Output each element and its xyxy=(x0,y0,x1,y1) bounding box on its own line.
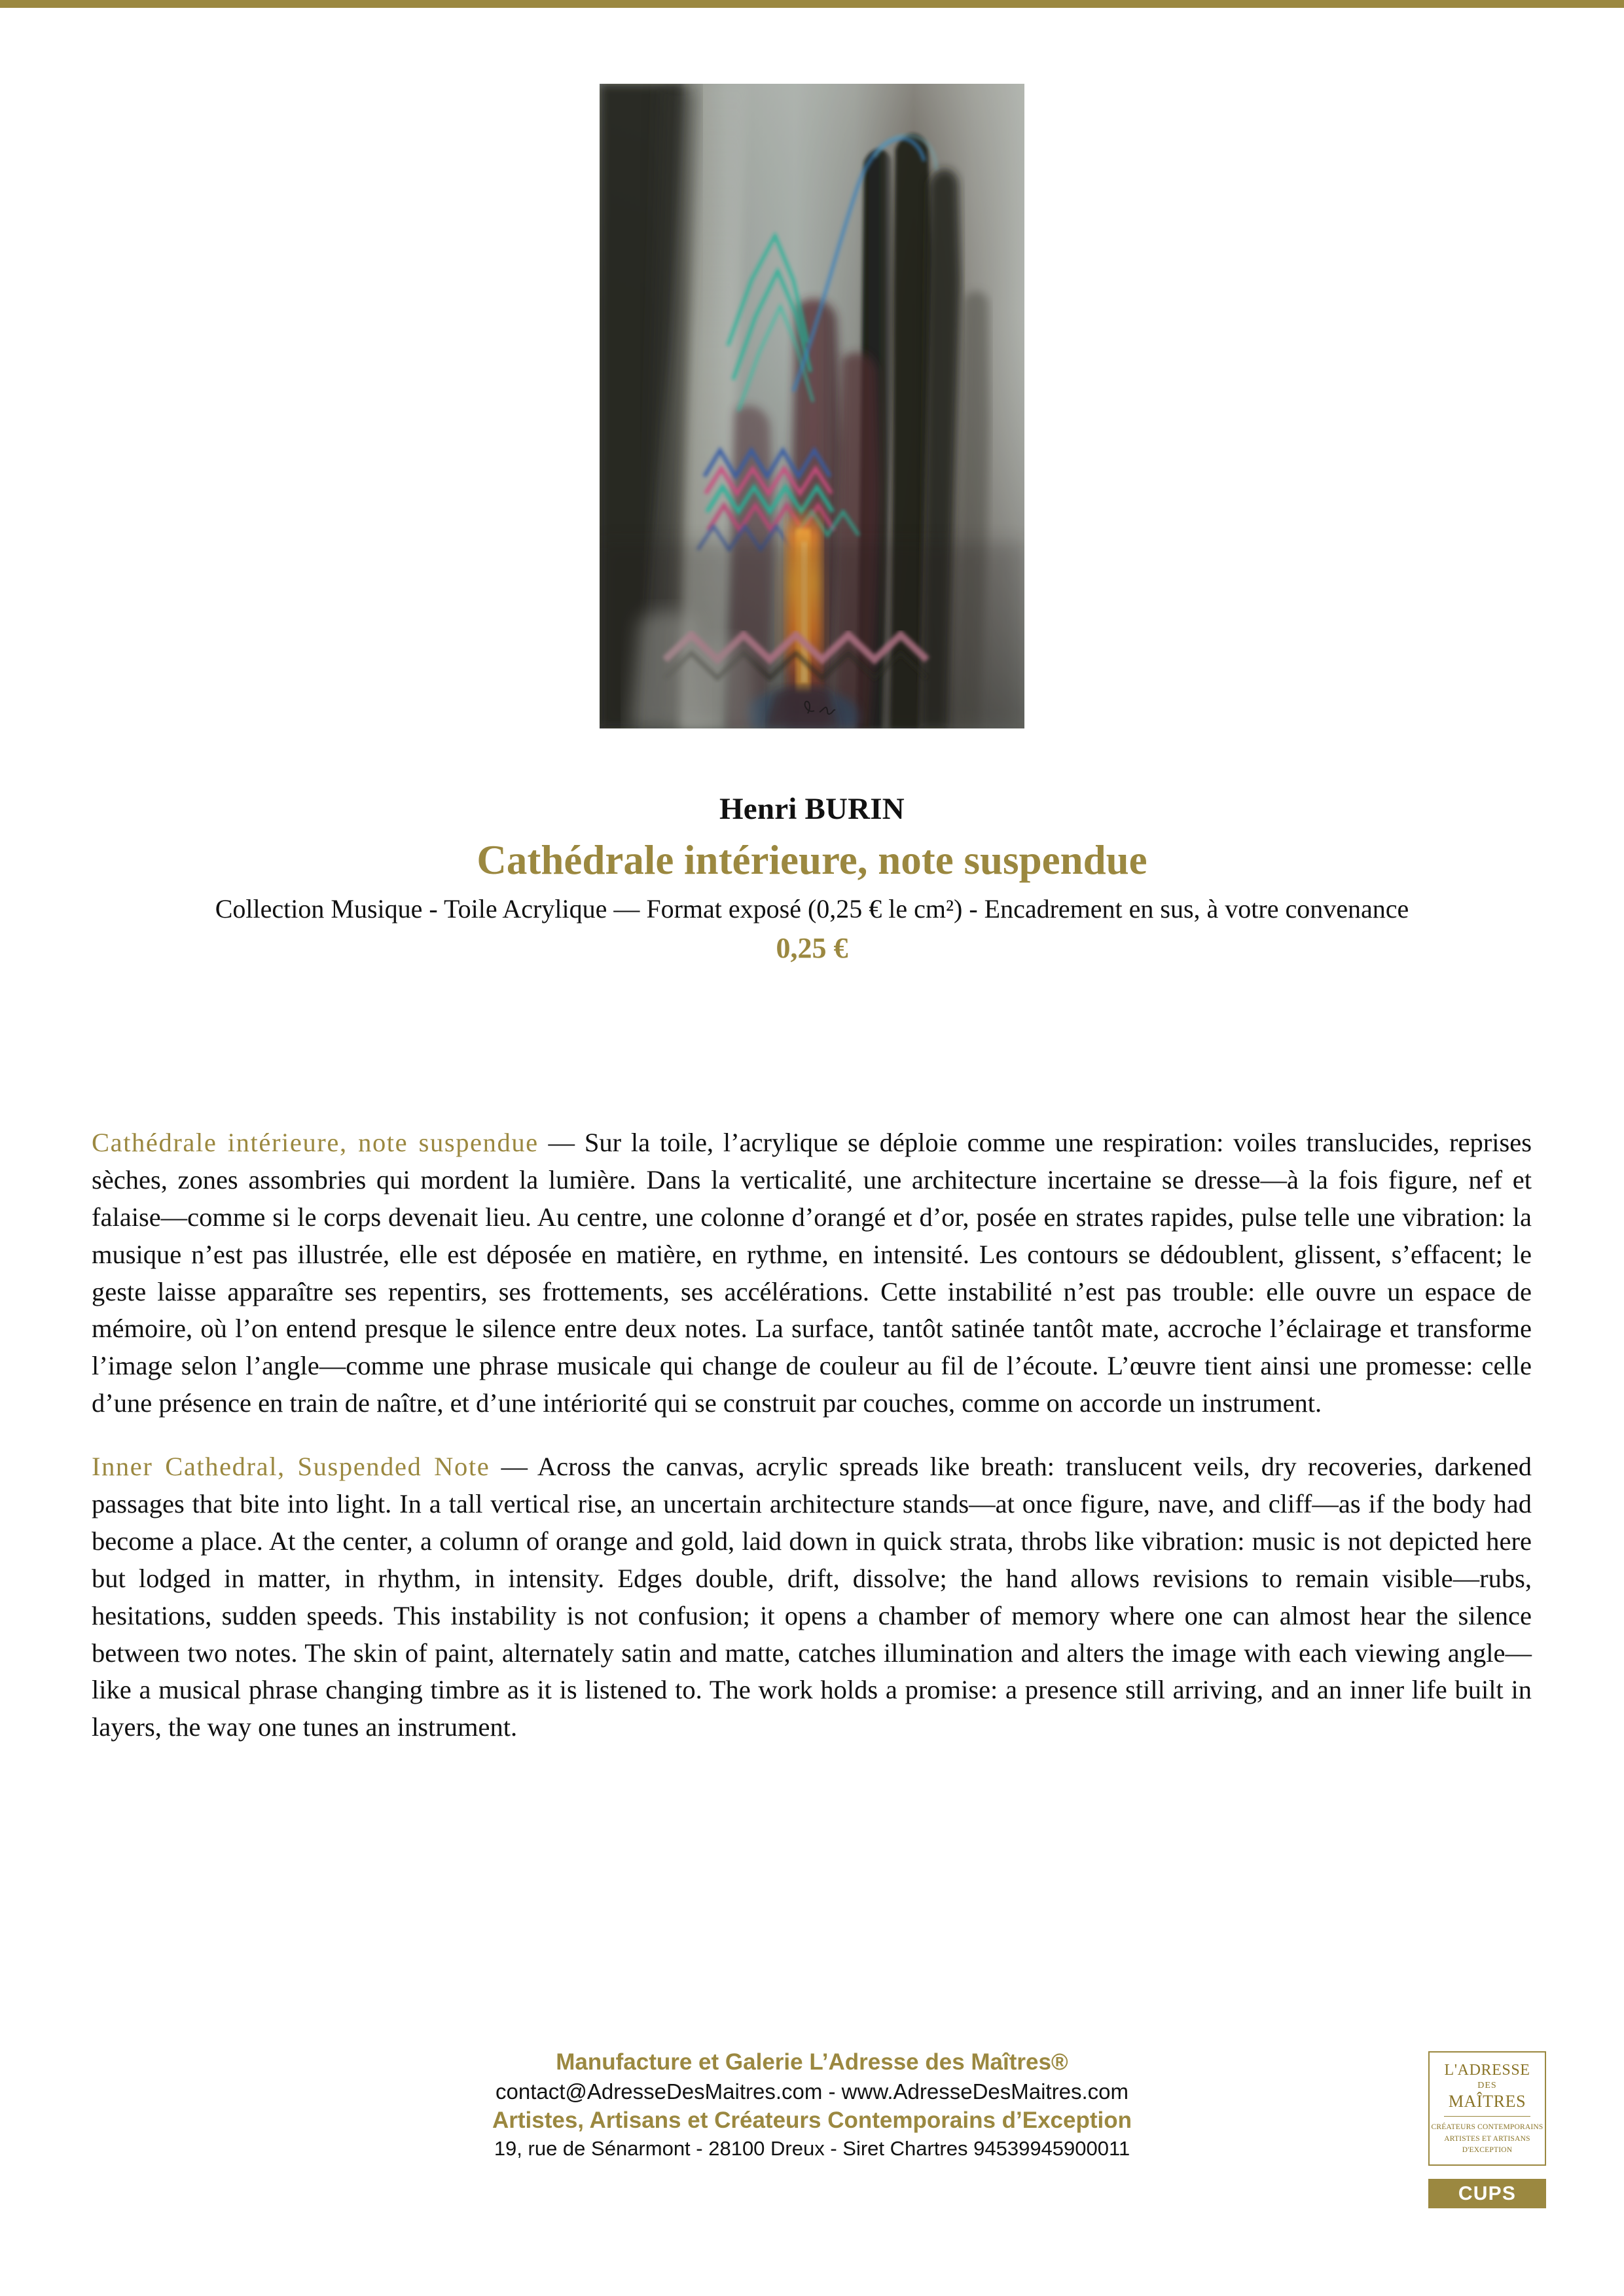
logo-box xyxy=(1428,2051,1546,2166)
description-body-fr: — Sur la toile, l’acrylique se déploie comme une respiration: voiles translucides, reprises sèches, zones assombries qui mordent la lumière. Dans la verticalité, une architecture incertaine se dresse—à la fois figure, nef et falaise—comme si le corps devenait lieu. Au centre, une colonne d’orangé et d’or, posée en strates rapides, pulse telle une vibration: la musique n’est pas illustrée, elle est déposée en matière, en rythme, en intensité. Les contours se dédoublent, glissent, s’effacent; le geste laisse apparaître ses repentirs, ses frottements, ses accélérations. Cette instabilité n’est pas trouble: elle ouvre un espace de mémoire, où l’on entend presque le silence entre deux notes. La surface, tantôt satinée tantôt mate, accroche l’éclairage et transforme l’image selon l’angle—comme une phrase musicale qui change de couleur au fil de l’écoute. L’œuvre tient ainsi une promesse: celle d’une présence en train de naître, et d’une intériorité qui se construit par couches, comme on accorde un instrument. xyxy=(92,1128,1532,1418)
title-block xyxy=(0,792,1624,966)
footer-tagline: Artistes, Artisans et Créateurs Contemporains d’Exception xyxy=(492,2108,1132,2134)
logo-line-des: DES xyxy=(1477,2081,1497,2091)
brand-logo xyxy=(1428,2051,1546,2208)
price-label: 0,25 € xyxy=(776,931,848,964)
logo-sub-createurs: CRÉATEURS CONTEMPORAINS xyxy=(1431,2123,1543,2132)
artist-name: Henri BURIN xyxy=(719,792,905,826)
page-title: Cathédrale intérieure, note suspendue xyxy=(477,836,1147,883)
description-body-en: — Across the canvas, acrylic spreads like breath: translucent veils, dry recoveries, darkened passages that bite into light. In a tall vertical rise, an uncertain architecture stands—at once figure, nave, and cliff—as if the body had become a place. At the center, a column of orange and gold, laid down in quick strata, throbs like vibration: music is not depicted here but lodged in matter, in rhythm, in intensity. Edges double, drift, dissolve; the hand allows revisions to remain visible—rubs, hesitations, sudden speeds. This instability is not confusion; it opens a chamber of memory where one can almost hear the silence between two notes. The skin of paint, alternately satin and matte, catches illumination and alters the image with each viewing angle—like a musical phrase changing timbre as it is listened to. The work holds a promise: a presence still arriving, and an inner life built in layers, the way one tunes an instrument. xyxy=(92,1452,1532,1742)
description-lead-en: Inner Cathedral, Suspended Note xyxy=(92,1452,490,1482)
description-lead-fr: Cathédrale intérieure, note suspendue xyxy=(92,1128,539,1157)
description-paragraph-en xyxy=(92,1448,1532,1746)
artwork-subtitle: Collection Musique - Toile Acrylique — Format exposé (0,25 € le cm²) - Encadrement en sus, à votre convenance xyxy=(215,893,1409,924)
logo-sub-artistes: ARTISTES ET ARTISANS xyxy=(1444,2134,1530,2143)
cups-badge: CUPS xyxy=(1428,2179,1546,2208)
footer-contact[interactable]: contact@AdresseDesMaitres.com - www.AdresseDesMaitres.com xyxy=(496,2079,1128,2104)
top-gold-rule xyxy=(0,0,1624,8)
logo-divider xyxy=(1444,2116,1530,2117)
description-paragraph-fr xyxy=(92,1124,1532,1422)
footer-company-name: Manufacture et Galerie L’Adresse des Maîtres® xyxy=(556,2049,1068,2075)
artwork-canvas xyxy=(600,84,1024,728)
logo-line-adresse: L'ADRESSE xyxy=(1444,2062,1530,2079)
artwork-image xyxy=(600,84,1024,728)
logo-sub-exception: D'EXCEPTION xyxy=(1462,2146,1513,2155)
description-section xyxy=(92,1124,1532,1746)
footer xyxy=(0,2047,1624,2162)
footer-address: 19, rue de Sénarmont - 28100 Dreux - Siret Chartres 94539945900011 xyxy=(494,2136,1130,2160)
logo-line-maitres: MAÎTRES xyxy=(1448,2092,1526,2111)
